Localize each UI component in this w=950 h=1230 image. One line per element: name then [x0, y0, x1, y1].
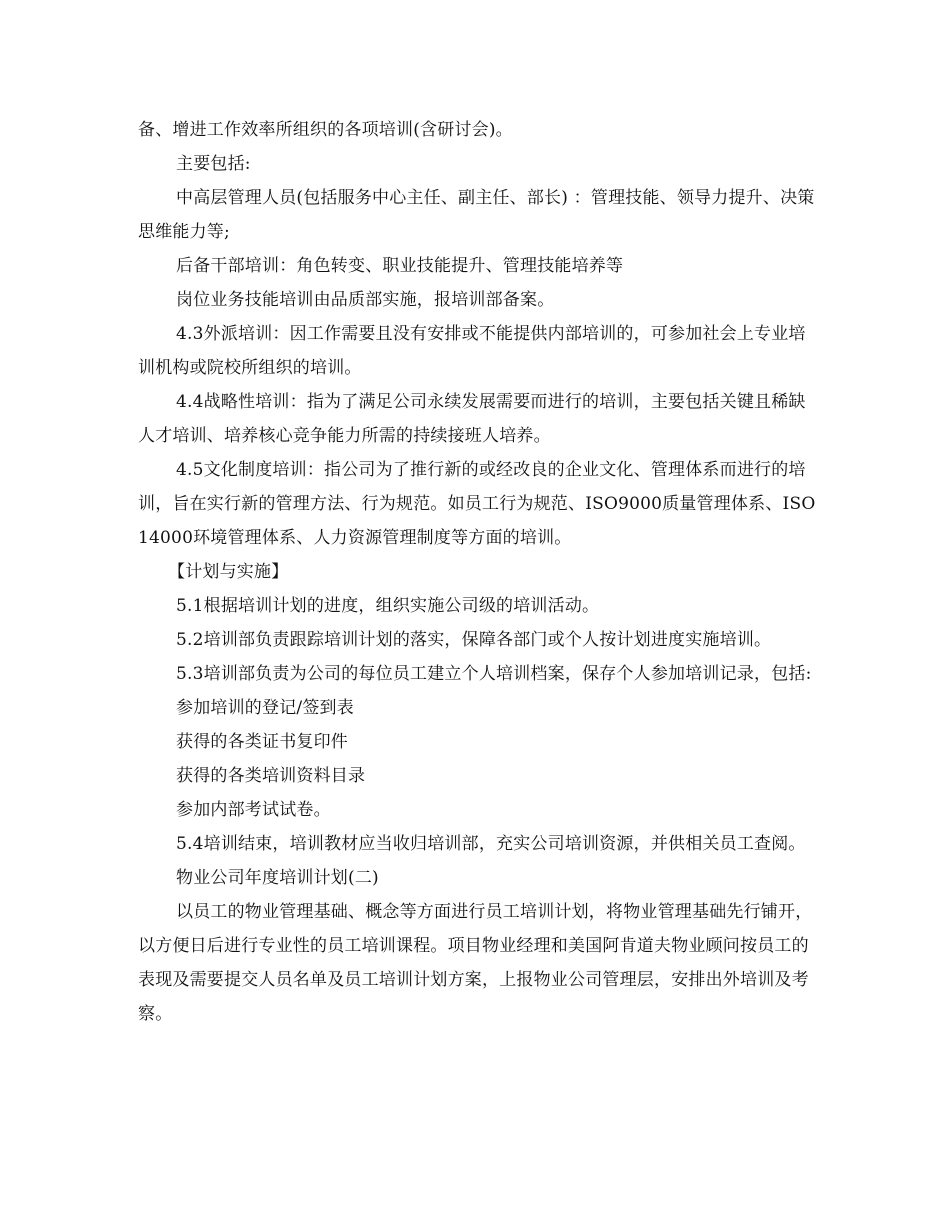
document-subtitle: 物业公司年度培训计划(二) [176, 868, 379, 888]
paragraph-5-3: 5.3培训部负责为公司的每位员工建立个人培训档案，保存个人参加培训记录，包括: [176, 664, 812, 684]
paragraph-continuation: 备、增进工作效率所组织的各项培训(含研讨会)。 [138, 120, 513, 140]
paragraph-4-3-external-training: 4.3外派培训：因工作需要且没有安排或不能提供内部培训的，可参加社会上专业培训机构或院校所组织的培训。 [138, 324, 806, 378]
paragraph-training-plan-intro: 以员工的物业管理基础、概念等方面进行员工培训计划，将物业管理基础先行铺开，以方便日后进行专业性的员工培训课程。项目物业经理和美国阿肯道夫物业顾问按员工的表现及需要提交人员名单及员工培训计划方案，上报物业公司管理层，安排出外培训及考察。 [138, 902, 813, 1024]
paragraph-4-5-culture-training: 4.5文化制度培训：指公司为了推行新的或经改良的企业文化、管理体系而进行的培训，旨在实行新的管理方法、行为规范。如员工行为规范、ISO9000质量管理体系、ISO14000环境管理体系、人力资源管理制度等方面的培训。 [138, 460, 816, 548]
paragraph-5-2: 5.2培训部负责跟踪培训计划的落实，保障各部门或个人按计划进度实施培训。 [176, 630, 772, 650]
document-body [138, 113, 818, 1031]
list-item-certificates: 获得的各类证书复印件 [176, 732, 348, 752]
paragraph-5-1: 5.1根据培训计划的进度，组织实施公司级的培训活动。 [176, 596, 600, 616]
paragraph-post-skills: 岗位业务技能培训由品质部实施，报培训部备案。 [176, 290, 555, 310]
section-heading-plan-implementation: 【计划与实施】 [168, 562, 289, 582]
paragraph-main-includes: 主要包括: [176, 154, 251, 174]
list-item-signin-sheet: 参加培训的登记/签到表 [176, 698, 354, 718]
paragraph-4-4-strategic-training: 4.4战略性培训：指为了满足公司永续发展需要而进行的培训，主要包括关键且稀缺人才培训、培养核心竞争能力所需的持续接班人培养。 [138, 392, 806, 446]
paragraph-senior-managers: 中高层管理人员(包括服务中心主任、副主任、部长) ：管理技能、领导力提升、决策思维能力等; [138, 188, 815, 242]
list-item-exam-papers: 参加内部考试试卷。 [176, 800, 331, 820]
paragraph-5-4: 5.4培训结束，培训教材应当收归培训部，充实公司培训资源，并供相关员工查阅。 [176, 834, 806, 854]
list-item-materials-catalog: 获得的各类培训资料目录 [176, 766, 366, 786]
paragraph-reserve-cadres: 后备干部培训：角色转变、职业技能提升、管理技能培养等 [176, 256, 624, 276]
